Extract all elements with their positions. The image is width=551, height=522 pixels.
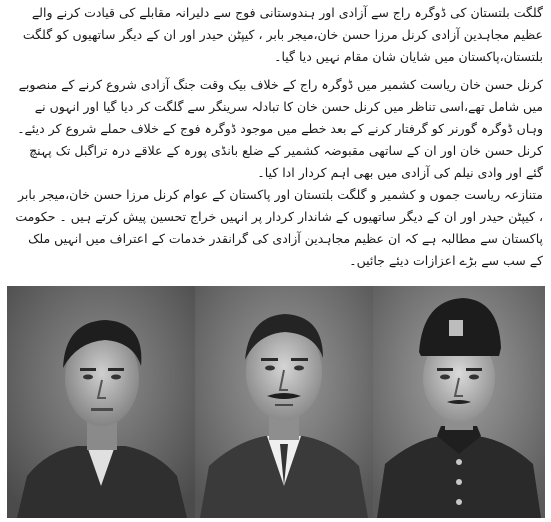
article-paragraph-2: کرنل حسن خان ریاست کشمیر میں ڈوگرہ راج کے خلاف بیک وقت جنگ آزادی شروع کرنے کے منصوبے میں شامل تھے،اسی تناظر میں کرنل حسن خان کا تبادلہ سرینگر سے گلگت کر دیا گیا اور انہوں نے وہاں ڈوگرہ گورنر کو گرفتار کرنے کے بعد خطے میں موجود ڈوگرہ فوج کے خلاف حملے شروع کر دیئے۔کرنل حسن خان اور ان کے ساتھی مقبوضہ کشمیر کے ضلع بانڈی پورہ کے علاقے درہ تراگبل تک پہنچ گئے اور وادی نیلم کی آزادی میں بھی اہم کردار ادا کیا۔ — [17, 77, 543, 180]
portrait-photo-man-center — [195, 286, 373, 518]
portraits-photo — [7, 286, 545, 518]
article-paragraph-3: متنازعہ ریاست جموں و کشمیر و گلگت بلتستان اور پاکستان کے عوام کرنل مرزا حسن خان،میجر بابر ، کیپٹن حیدر اور ان کے دیگر ساتھیوں کے شاندار کردار پر انہیں خراج تحسین پیش کرتے ہیں ۔ حکومت پاکستان سے مطالبہ ہے کہ ان عظیم مجاہدین آزادی کی گرانقدر خدمات کے اعتراف میں انہیں ملک کے سب سے بڑے اعزازات دیئے جائیں۔ — [15, 187, 543, 268]
portrait-photo-man-left — [7, 286, 195, 518]
article-paragraph-1: گلگت بلتستان کی ڈوگرہ راج سے آزادی اور ہندوستانی فوج سے دلیرانہ مقابلے کی قیادت کرنے والے عظیم مجاہدین آزادی کرنل مرزا حسن خان،میجر بابر ، کیپٹن حیدر اور ان کے دیگر ساتھیوں کو گلگت بلتستان،پاکستان میں شایان شان مقام نہیں دیا گیا۔ — [22, 5, 543, 64]
portrait-photo-man-right-uniform — [373, 286, 545, 518]
